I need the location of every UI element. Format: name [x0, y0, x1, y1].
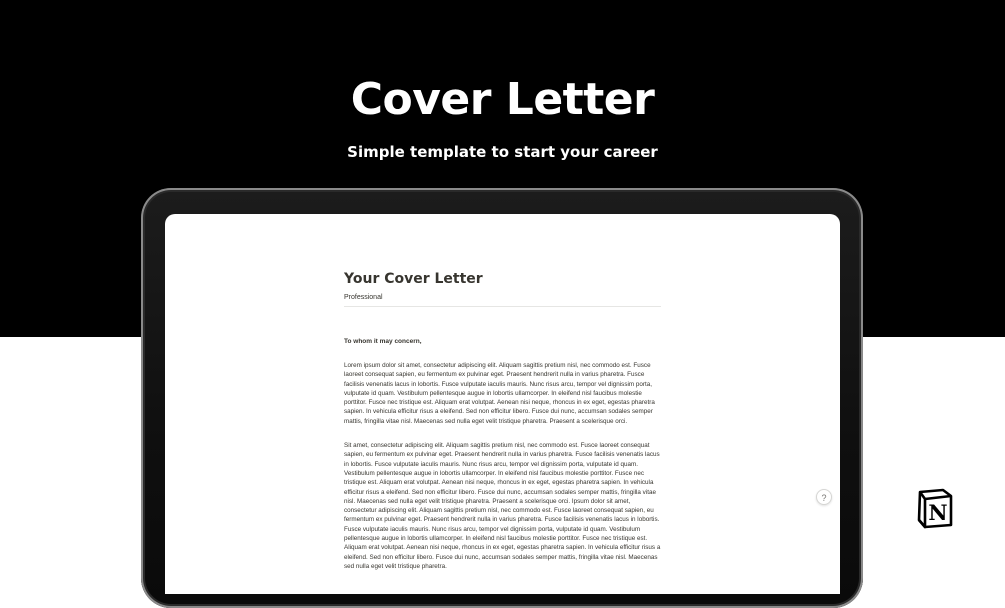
greeting-line[interactable]: To whom it may concern,: [344, 338, 422, 345]
help-button[interactable]: ?: [816, 489, 832, 505]
hero-title: Cover Letter: [350, 74, 655, 125]
notion-logo-letter: N: [928, 500, 948, 525]
document-title[interactable]: Your Cover Letter: [344, 271, 483, 287]
hero-subtitle: Simple template to start your career: [347, 143, 658, 161]
body-paragraph-1[interactable]: Lorem ipsum dolor sit amet, consectetur adipiscing elit. Aliquam sagittis pretium nisl, nec commodo est. Fusce laoreet consequat sapien, eu fermentum ex pulvinar eget. Praesent hendrerit nulla in varius pharetra. Fusce facilisis venenatis lacus in lobortis. Fusce vulputate iaculis mauris. Nunc risus arcu, tempor vel dignissim porta, vulputate id quam. Vestibulum pellentesque augue in lobortis ullamcorper. In eleifend nisl faucibus molestie porttitor. Fusce nec tristique est. Aliquam erat volutpat. Aenean nisi neque, rhoncus in ex eget, egestas pharetra sapien. In vehicula efficitur risus a eleifend. Sed non efficitur libero. Fusce dui nunc, accumsan sodales semper mattis, fringilla vitae nisl. Maecenas sed nulla eget velit tristique pharetra. Praesent a scelerisque orci.: [344, 362, 655, 425]
document-page: [344, 270, 661, 571]
tablet-screen: [165, 214, 840, 594]
notion-logo-icon: [914, 487, 956, 529]
body-paragraph-2[interactable]: Sit amet, consectetur adipiscing elit. Aliquam sagittis pretium nisl, nec commodo est. Fusce laoreet consequat sapien, eu fermentum ex pulvinar eget. Praesent hendrerit nulla in varius pharetra. Fusce facilisis venenatis lacus in lobortis. Fusce vulputate iaculis mauris. Nunc risus arcu, tempor vel dignissim porta, vulputate id quam. Vestibulum pellentesque augue in lobortis ullamcorper. In eleifend nisl faucibus molestie porttitor. Fusce nec tristique est. Aliquam erat volutpat. Aenean nisi neque, rhoncus in ex eget, egestas pharetra sapien. In vehicula efficitur risus a eleifend. Sed non efficitur libero. Fusce dui nunc, accumsan sodales semper mattis, fringilla vitae nisl. Maecenas sed nulla eget velit tristique pharetra. Praesent a scelerisque orci. Ipsum dolor sit amet, consectetur adipiscing elit. Aliquam sagittis pretium nisl, nec commodo est. Fusce laoreet consequat sapien, eu fermentum ex pulvinar eget. Praesent hendrerit nulla in varius pharetra. Fusce facilisis venenatis lacus in lobortis. Fusce vulputate iaculis mauris. Nunc risus arcu, tempor vel dignissim porta, vulputate id quam. Vestibulum pellentesque augue in lobortis ullamcorper. In eleifend nisl faucibus molestie porttitor. Fusce nec tristique est. Aliquam erat volutpat. Aenean nisi neque, rhoncus in ex eget, egestas pharetra sapien. In vehicula efficitur risus a eleifend. Sed non efficitur libero. Fusce dui nunc, accumsan sodales semper mattis, fringilla vitae nisl. Maecenas sed nulla eget velit tristique pharetra.: [344, 442, 661, 570]
document-tag[interactable]: Professional: [344, 294, 661, 307]
